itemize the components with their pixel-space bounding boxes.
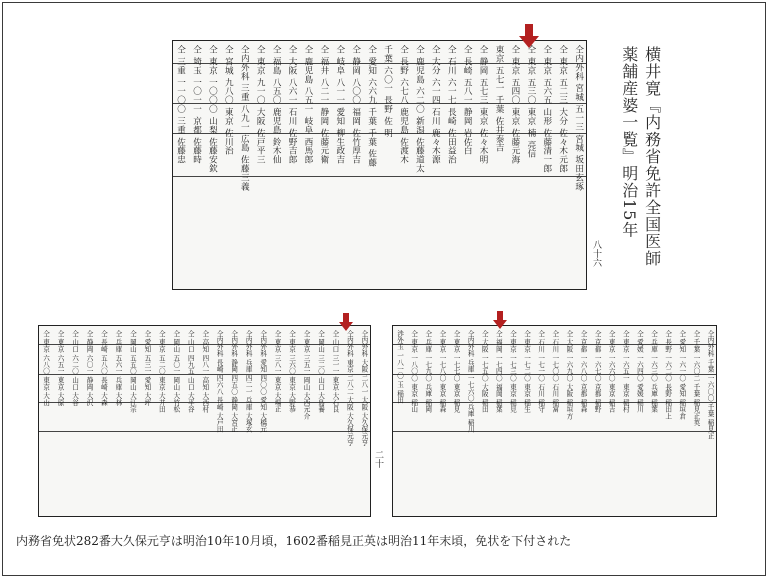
register-entry: 仝 愛知 六六九 千葉 千葉 佐藤 xyxy=(366,45,377,167)
register-entry: 仝 兵庫 一六三〇 兵庫 稲葉 xyxy=(649,330,658,413)
register-entry: 仝 石川 一七一〇 石川 稲守 xyxy=(536,330,545,413)
register-entry: 仝 東京 五二〇 東京 大井田 xyxy=(157,330,166,413)
register-entry: 仝 高知 四八一 高知 大西村 xyxy=(200,330,209,413)
register-entry: 仝 石川 一七〇〇 石川 稲富 xyxy=(550,330,559,413)
document-page-bottom-right xyxy=(392,325,717,517)
register-entry: 仝 岡山 三二〇 山口 大島養 xyxy=(316,330,325,413)
register-entry: 仝 山口 四九五 山口 大平谷 xyxy=(186,330,195,413)
register-entry: 仝 兵庫 五六一 兵庫 大林 xyxy=(113,330,122,406)
register-entry: 仝 長野 一六二〇 長野 稲田上 xyxy=(663,330,672,420)
register-entry: 仝 東京 六八〇 東京 大山 xyxy=(41,330,50,406)
register-entry: 仝 東京 五二三 大分 佐々木元郎 xyxy=(557,45,568,173)
register-entry: 仝 愛知 五三一 愛知 大坪 xyxy=(142,330,151,406)
register-entry: 仝内外科 大阪 二八一 大阪 大久保元亨 xyxy=(359,330,368,446)
page-number-top: 八十六 xyxy=(591,240,601,267)
register-entry: 仝 大阪 一七五〇 大阪 稲田 xyxy=(480,330,489,413)
register-entry: 仝 東京 一〇〇〇 山梨 佐藤安欽 xyxy=(207,45,218,173)
register-entry: 仝 千葉 一六〇二 千葉 稲見正英 xyxy=(691,330,700,426)
page-number-bottom-left: 二十 xyxy=(373,450,383,468)
register-entry: 仝 福岡 一七四〇 福岡 稲葉 xyxy=(494,330,503,413)
register-entry: 仝 東京 一六六〇 東京 稲吉 xyxy=(607,330,616,413)
register-entry: 仝 大阪 一六九〇 大阪 稲垣方 xyxy=(564,330,573,420)
register-entry: 仝内外科 長崎 四六八 長崎 大戸田 xyxy=(215,330,224,433)
register-entry: 仝 埼玉 一〇一一 京都 佐藤時 xyxy=(191,45,202,164)
register-entry: 仝 東京 一七八〇 東京 稲森 xyxy=(437,330,446,413)
register-entry: 仝 愛媛 一六四〇 愛媛 稲川 xyxy=(635,330,644,413)
register-entry: 仝 福島 八五〇 鹿児島 鈴木仙 xyxy=(271,45,282,164)
register-entry: 仝 岐阜 八一一 愛知 柳生政吉 xyxy=(334,45,345,164)
register-columns xyxy=(173,41,586,289)
register-entry: 仝 石川 六一七 長崎 佐田益治 xyxy=(446,45,457,164)
register-entry: 渉外玉 一八一〇 玉 稲田 xyxy=(395,330,404,404)
register-entry: 仝 静岡 六〇一 静岡 大沢 xyxy=(85,330,93,406)
register-entry: 仝 福井 八二一 静岡 佐藤元衛 xyxy=(318,45,329,164)
register-entry: 仝 山口 六二〇 山口 大谷 xyxy=(70,330,79,406)
register-entry: 仝 岡山 五五〇 岡山 大江宗 xyxy=(128,330,137,413)
document-page-top xyxy=(172,40,587,290)
register-entry: 仝内外科 静岡 四五〇 静岡 大宮正 xyxy=(229,330,238,433)
register-entry: 仝 京都 一六七〇 京都 稲野 xyxy=(593,330,602,413)
register-entry: 仝 東京 一七七〇 東京 稲見 xyxy=(452,330,461,413)
register-entry: 仝 東京 一七三〇 東京 稲見 xyxy=(508,330,517,413)
register-entry: 仝 鹿児島 六二〇 新潟 佐藤道太 xyxy=(414,45,425,173)
register-entry: 仝 東京 一八〇〇 東京 稲山 xyxy=(409,330,418,413)
register-entry: 仝内外科 兵庫 四二一 兵庫 大塚玄 xyxy=(244,330,253,433)
source-title xyxy=(620,46,660,296)
register-entry: 仝 山口 三一一 東京 大石良 xyxy=(330,330,339,413)
register-entry: 仝 岡山 五〇一 岡山 大竹松 xyxy=(171,330,180,413)
register-entry: 仝内外科 千葉 一六〇〇 千葉 稲見正 xyxy=(706,330,714,440)
register-entry: 仝 兵庫 一七九〇 兵庫 稲岡 xyxy=(423,330,432,413)
register-entry: 仝内外科 東京 二八二 大阪 大久保元亨 xyxy=(345,330,354,446)
register-entry: 仝 東京 五四〇 東京 佐藤元海 xyxy=(509,45,520,164)
register-entry: 仝 東京 一六五一 東京 稲村 xyxy=(621,330,630,413)
register-entry: 仝 静岡 五七三 東京 佐々木明 xyxy=(478,45,489,164)
register-entry: 仝 長野 六七八 鹿児島 佐渡木 xyxy=(398,45,409,164)
title-line: 横井寛『内務省免許全国医師 xyxy=(642,46,662,267)
register-entry: 仝内外科 宮城 五一三 宮城 坂田玄琢 xyxy=(573,45,584,191)
register-entry: 仝 東京 九一〇 大阪 佐戸平三 xyxy=(255,45,266,164)
register-entry: 仝 愛知 一六一〇 愛知 稲垣倉 xyxy=(677,330,686,420)
register-entry: 仝 東京 三八一 東京 大場正 xyxy=(273,330,282,413)
register-entry: 仝 三重 一一〇〇 三重 佐藤忠 xyxy=(175,45,186,164)
register-entry: 仝 東京 三五一 岡山 大西元介 xyxy=(302,330,311,420)
register-entry: 仝 大分 六一四 石川 鹿々木源 xyxy=(430,45,441,164)
register-entry: 仝 静岡 八〇〇 福岡 佐竹厚吉 xyxy=(350,45,361,164)
register-entry: 仝 宮城 九八〇 東京 佐川治 xyxy=(223,45,234,156)
register-entry: 仝 鹿児島 八五一 岐阜 西馬郎 xyxy=(302,45,313,164)
register-entry: 仝 東京 五六五 山形 佐藤清一郎 xyxy=(541,45,552,173)
register-entry: 仝内外科 三重 八九一 広島 佐藤三義 xyxy=(239,45,250,191)
register-entry: 仝 長崎 五八〇 長崎 大森 xyxy=(99,330,108,406)
register-entry: 仝内外科 愛知 四〇〇 愛知 大橋元 xyxy=(258,330,267,433)
register-entry: 仝 東京 一七二〇 東京 稲生 xyxy=(522,330,531,413)
register-entry: 仝 東京 五三〇 東京 楠 亮信 xyxy=(525,45,536,159)
register-entry: 仝 東京 六五一 東京 大原 xyxy=(56,330,65,406)
register-entry: 仝 東京 三六〇 東京 大野恭 xyxy=(287,330,296,413)
register-columns xyxy=(39,326,370,516)
register-entry: 仝 京都 一六八〇 京都 稲森 xyxy=(579,330,588,413)
register-entry: 仝内外科 兵庫 一七六〇 兵庫 稲川 xyxy=(466,330,475,433)
register-entry: 仝 大阪 八六一 石川 佐野吉郎 xyxy=(287,45,298,164)
register-entry: 仝 長崎 五八一 静岡 岩佐白 xyxy=(462,45,473,156)
title-line: 薬舗産婆一覧』明治15年 xyxy=(619,46,639,239)
figure-caption: 内務省免状282番大久保元亨は明治10年10月頃，1602番稲見正英は明治11年末頃，免状を下付された xyxy=(16,534,572,548)
register-entry: 千葉 六〇一 長野 佐 明 xyxy=(382,45,393,138)
register-columns xyxy=(393,326,716,516)
register-entry: 東京 五七一 千葉 佐井泰吉 xyxy=(494,45,505,152)
document-page-bottom-left xyxy=(38,325,371,517)
